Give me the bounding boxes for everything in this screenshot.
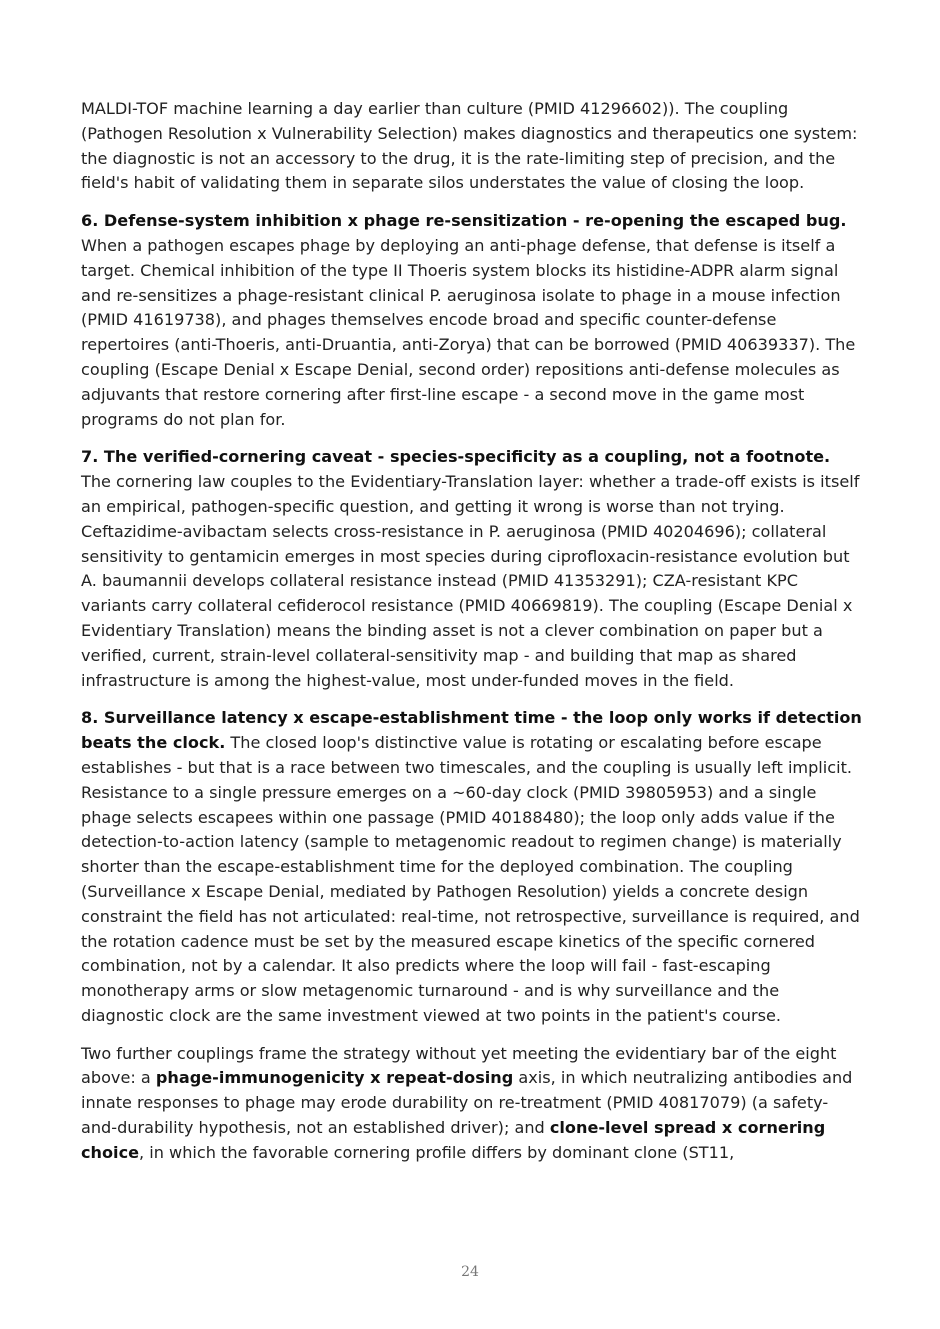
bold-term: clone-level spread x cornering choice: [81, 1118, 826, 1162]
paragraph-text: MALDI-TOF machine learning a day earlier than culture (PMID 41296602)). The coupling (Pathogen Resolution x Vulnerability Selection) makes diagnostics and therapeutics one system: the diagnostic is not an accessory to the drug, it is the rate-limiting step of precision, and the field's habit of validating them in separate silos understates the value of closing the loop.: [81, 99, 858, 193]
paragraph-coupling-8: [81, 706, 863, 1028]
paragraph-text: The closed loop's distinctive value is rotating or escalating before escape establishes - but that is a race between two timescales, and the coupling is usually left implicit. Resistance to a single pressure emerges on a ~60-day clock (PMID 39805953) and a single phage selects escapees within one passage (PMID 40188480); the loop only adds value if the detection-to-action latency (sample to metagenomic readout to regimen change) is materially shorter than the escape-establishment time for the deployed combination. The coupling (Surveillance x Escape Denial, mediated by Pathogen Resolution) yields a concrete design constraint the field has not articulated: real-time, not retrospective, surveillance is required, and the rotation cadence must be set by the measured escape kinetics of the specific cornered combination, not by a calendar. It also predicts where the loop will fail - fast-escaping monotherapy arms or slow metagenomic turnaround - and is why surveillance and the diagnostic clock are the same investment viewed at two points in the patient's course.: [81, 733, 860, 1025]
bold-term: phage-immunogenicity x repeat-dosing: [155, 1068, 514, 1088]
paragraph-coupling-7: [81, 445, 863, 693]
paragraph-text: , in which the favorable cornering profile differs by dominant clone (ST11,: [139, 1142, 735, 1162]
paragraph-lead: 8. Surveillance latency x escape-establishment time - the loop only works if detection beats the clock.: [81, 708, 862, 753]
paragraph-continuation: [81, 97, 863, 196]
paragraph-text: Two further couplings frame the strategy without yet meeting the evidentiary bar of the eight above: a: [81, 1043, 837, 1088]
paragraph-lead: 6. Defense-system inhibition x phage re-sensitization - re-opening the escaped bug.: [81, 211, 847, 231]
paragraph-text: The cornering law couples to the Evidentiary-Translation layer: whether a trade-off exists is itself an empirical, pathogen-specific question, and getting it wrong is worse than not trying. Ceftazidime-avibactam selects cross-resistance in P. aeruginosa (PMID 40204696); collateral sensitivity to gentamicin emerges in most species during ciprofloxacin-resistance evolution but A. baumannii develops collateral resistance instead (PMID 41353291); CZA-resistant KPC variants carry collateral cefiderocol resistance (PMID 40669819). The coupling (Escape Denial x Evidentiary Translation) means the binding asset is not a clever combination on paper but a verified, current, strain-level collateral-sensitivity map - and building that map as shared infrastructure is among the highest-value, most under-funded moves in the field.: [81, 472, 860, 690]
paragraph-lead: 7. The verified-cornering caveat - species-specificity as a coupling, not a footnote.: [81, 447, 831, 467]
document-body: [81, 97, 863, 1179]
paragraph-further-couplings: [81, 1042, 863, 1166]
paragraph-coupling-6: [81, 209, 863, 432]
paragraph-text: axis, in which neutralizing antibodies and innate responses to phage may erode durability on re-treatment (PMID 40817079) (a safety-and-durability hypothesis, not an established driver); and: [81, 1068, 853, 1138]
page-number: 24: [461, 1264, 479, 1280]
paragraph-text: When a pathogen escapes phage by deploying an anti-phage defense, that defense is itself a target. Chemical inhibition of the type II Thoeris system blocks its histidine-ADPR alarm signal and re-sensitizes a phage-resistant clinical P. aeruginosa isolate to phage in a mouse infection (PMID 41619738), and phages themselves encode broad and specific counter-defense repertoires (anti-Thoeris, anti-Druantia, anti-Zorya) that can be borrowed (PMID 40639337). The coupling (Escape Denial x Escape Denial, second order) repositions anti-defense molecules as adjuvants that restore cornering after first-line escape - a second move in the game most programs do not plan for.: [81, 235, 856, 429]
